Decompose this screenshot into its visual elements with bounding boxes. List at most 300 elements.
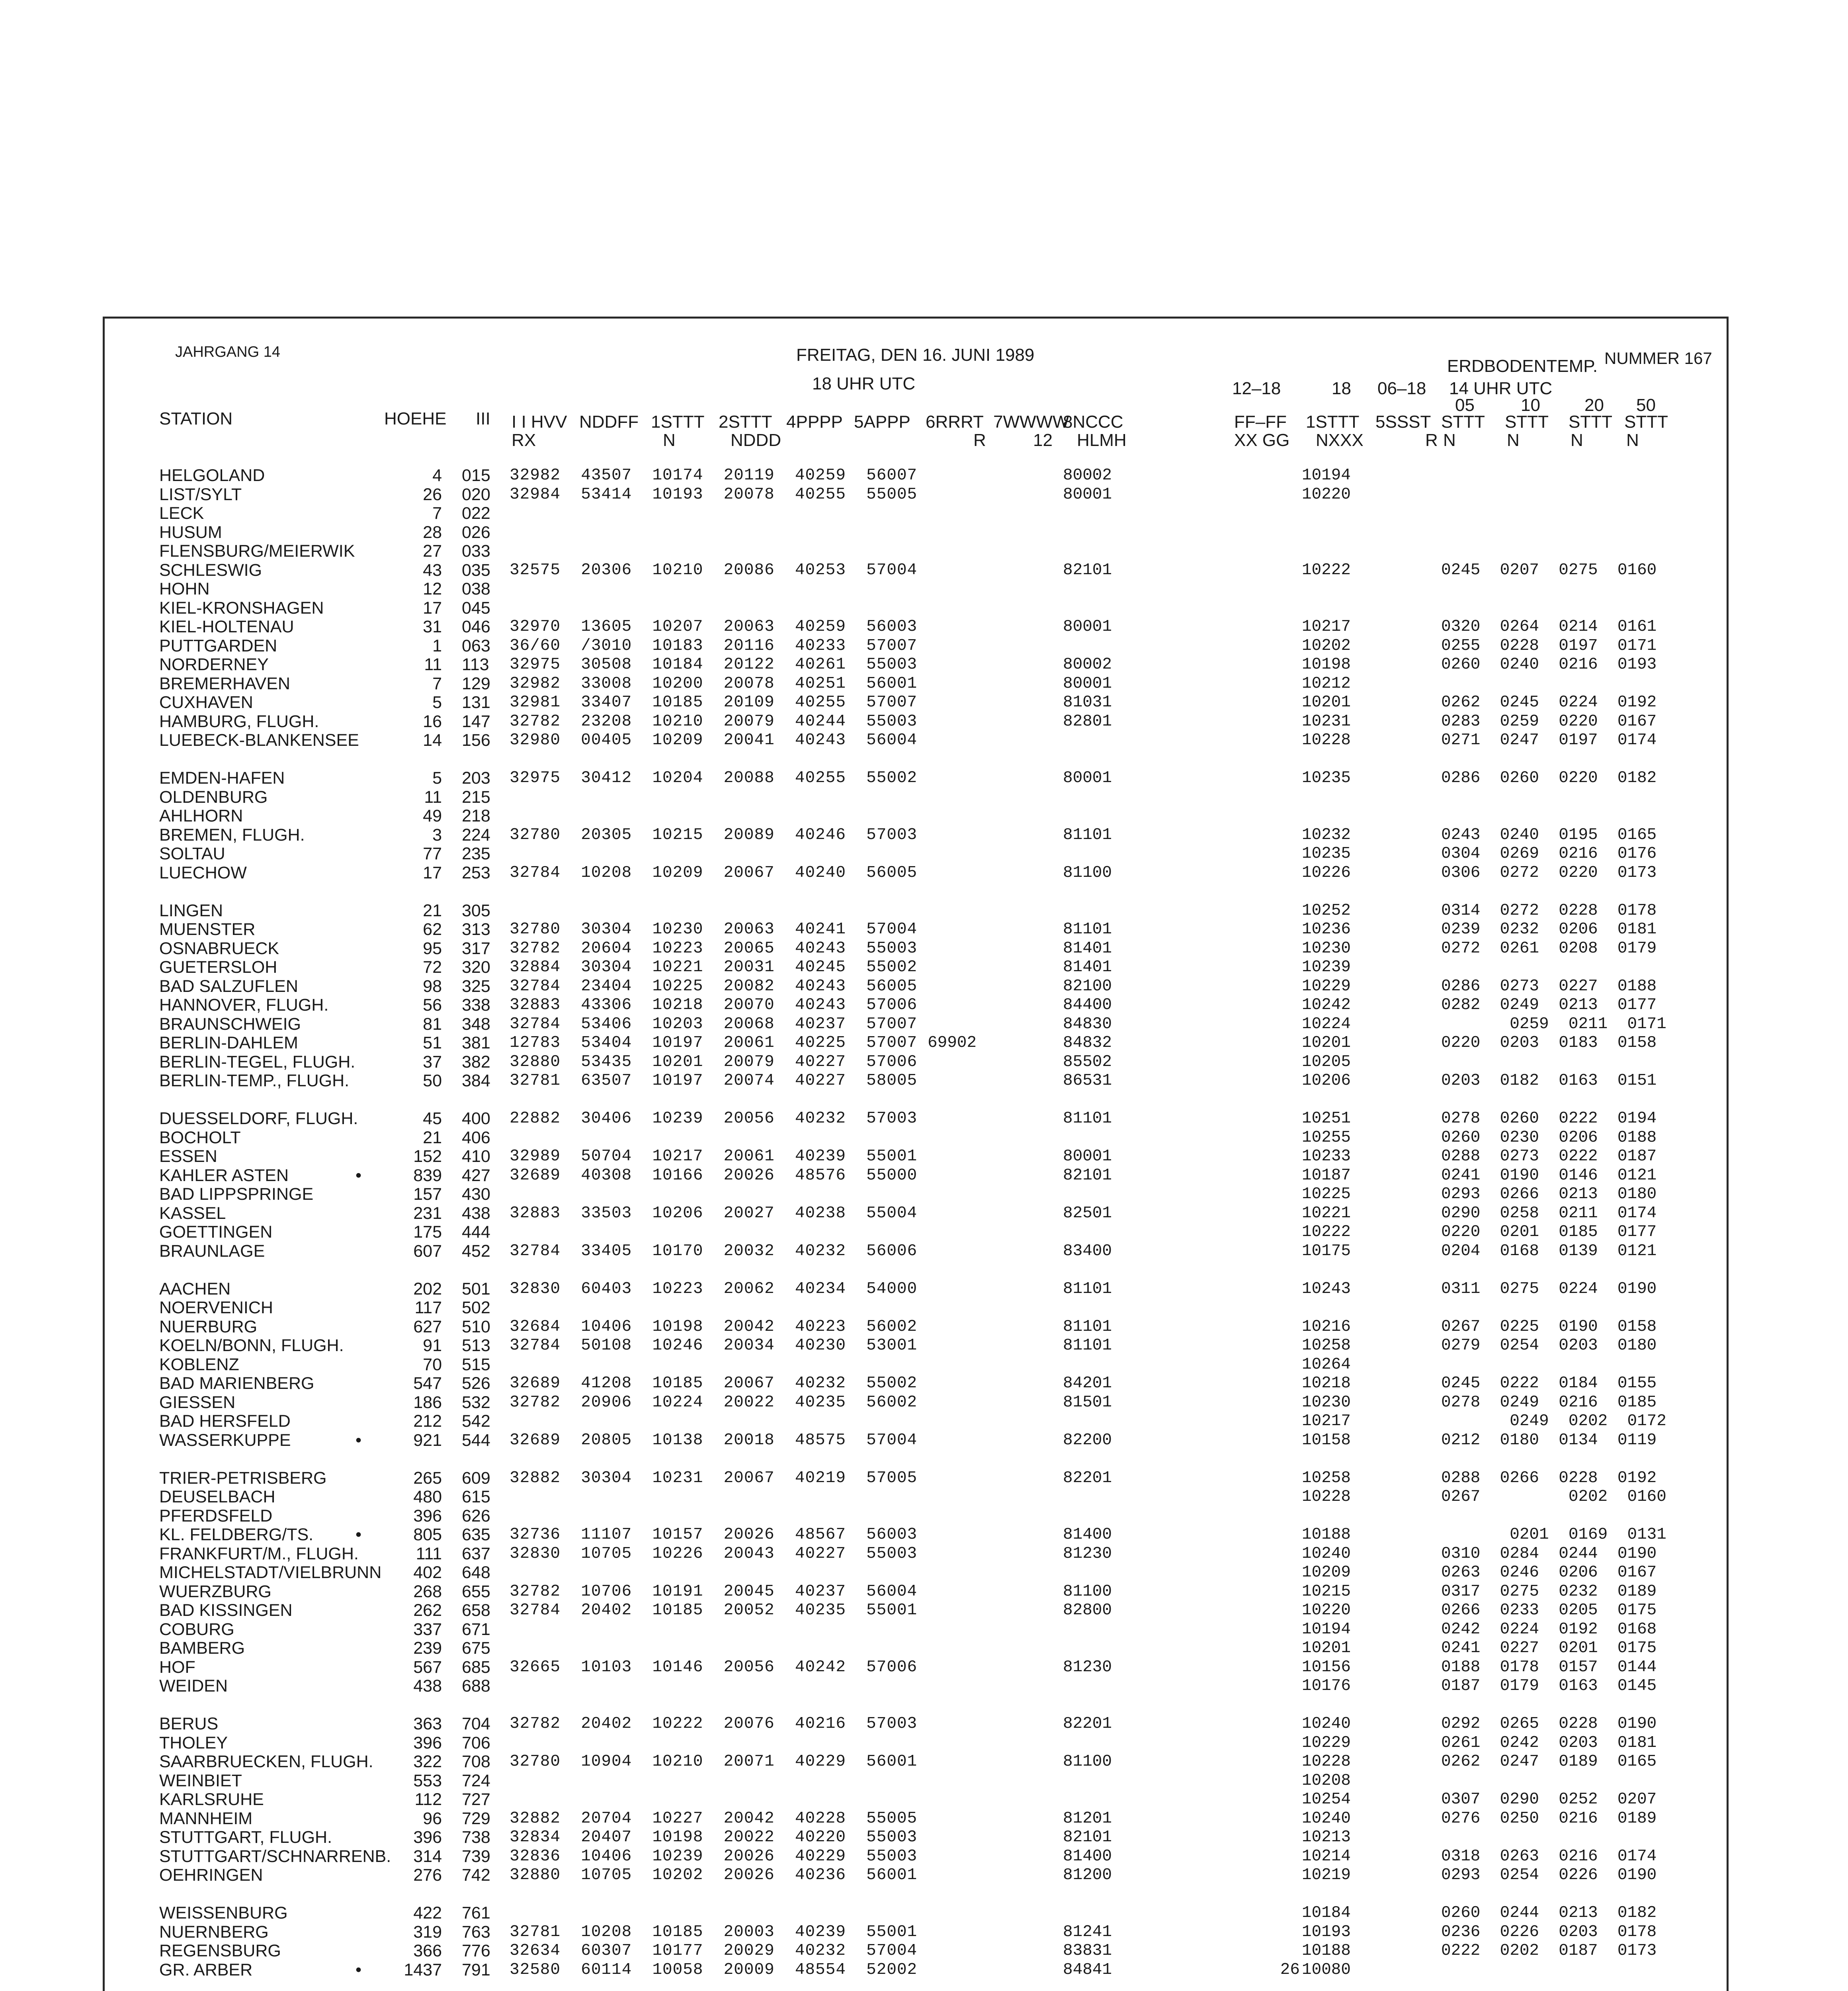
- cell-hoehe: 212: [413, 1412, 442, 1431]
- cell-syn: 22882 30406 10239 20056 40232 57003: [510, 1109, 918, 1128]
- cell-t18: 10201: [1302, 1639, 1351, 1657]
- cell-iii: 761: [462, 1903, 490, 1923]
- cell-n8: 81101: [1063, 1109, 1112, 1128]
- cell-hoehe: 607: [413, 1241, 442, 1261]
- cell-t18: 10222: [1302, 561, 1351, 579]
- cell-iii: 791: [462, 1960, 490, 1979]
- cell-hoehe: 152: [413, 1147, 442, 1166]
- table-row: [0, 1677, 1848, 1695]
- cell-hoehe: 21: [423, 1128, 442, 1147]
- cell-n8: 81230: [1063, 1544, 1112, 1563]
- cell-name: COBURG: [159, 1619, 234, 1639]
- cell-hoehe: 839: [413, 1166, 442, 1185]
- cell-ff: 26: [1280, 1960, 1300, 1979]
- cell-hoehe: 28: [423, 522, 442, 542]
- cell-name: FRANKFURT/M., FLUGH.: [159, 1544, 359, 1563]
- cell-name: SAARBRUECKEN, FLUGH.: [159, 1752, 373, 1771]
- col-sttt-20: STTT: [1569, 412, 1612, 432]
- cell-soil: 0245 0222 0184 0155: [1441, 1374, 1657, 1393]
- cell-n8: 82100: [1063, 977, 1112, 996]
- cell-soil: 0286 0260 0220 0182: [1441, 769, 1657, 787]
- cell-iii: 427: [462, 1166, 490, 1185]
- cell-iii: 724: [462, 1771, 490, 1790]
- cell-syn: 32975 30508 10184 20122 40261 55003: [510, 655, 918, 674]
- cell-name: NUERNBERG: [159, 1922, 269, 1942]
- cell-iii: 615: [462, 1487, 490, 1506]
- cell-t18: 10224: [1302, 1015, 1351, 1033]
- cell-iii: 147: [462, 712, 490, 731]
- cell-n8: 81100: [1063, 1582, 1112, 1601]
- cell-n8: 81101: [1063, 920, 1112, 939]
- cell-t18: 10201: [1302, 1034, 1351, 1052]
- col-5ssst-sub: R: [1425, 430, 1438, 450]
- cell-soil: 0261 0242 0203 0181: [1441, 1733, 1657, 1752]
- cell-syn: 32830 10705 10226 20043 40227 55003: [510, 1544, 918, 1563]
- cell-name: KOELN/BONN, FLUGH.: [159, 1336, 344, 1355]
- cell-soil: 0282 0249 0213 0177: [1441, 996, 1657, 1014]
- cell-iii: 727: [462, 1790, 490, 1809]
- table-row: [0, 1526, 1848, 1543]
- cell-syn: 32580 60114 10058 20009 48554 52002: [510, 1960, 918, 1979]
- cell-syn: 32780 10904 10210 20071 40229 56001: [510, 1752, 918, 1771]
- cell-soil: 0263 0246 0206 0167: [1441, 1563, 1657, 1582]
- cell-t18: 10217: [1302, 618, 1351, 636]
- cell-iii: 348: [462, 1014, 490, 1034]
- cell-iii: 444: [462, 1222, 490, 1242]
- cell-iii: 381: [462, 1033, 490, 1052]
- table-row: [0, 1659, 1848, 1676]
- cell-n8: 82800: [1063, 1601, 1112, 1619]
- table-row: [0, 902, 1848, 919]
- cell-t18: 10188: [1302, 1526, 1351, 1544]
- table-row: [0, 505, 1848, 522]
- cell-name: BERUS: [159, 1714, 219, 1733]
- cell-iii: 382: [462, 1052, 490, 1072]
- cell-hoehe: 91: [423, 1336, 442, 1355]
- cell-hoehe: 157: [413, 1185, 442, 1204]
- cell-name: BAD SALZUFLEN: [159, 976, 298, 996]
- cell-name: HELGOLAND: [159, 466, 265, 485]
- cell-iii: 015: [462, 466, 490, 485]
- cell-t18: 10225: [1302, 1185, 1351, 1203]
- cell-iii: 156: [462, 731, 490, 750]
- table-row: [0, 940, 1848, 957]
- cell-soil: 0267 0202 0160: [1441, 1488, 1666, 1506]
- table-row: [0, 845, 1848, 863]
- cell-syn: 32975 30412 10204 20088 40255 55002: [510, 769, 918, 787]
- cell-iii: 648: [462, 1563, 490, 1582]
- cell-star: •: [356, 1166, 362, 1185]
- cell-syn: 32781 63507 10197 20074 40227 58005: [510, 1072, 918, 1090]
- table-row: [0, 1564, 1848, 1581]
- cell-hoehe: 50: [423, 1071, 442, 1090]
- cell-hoehe: 77: [423, 844, 442, 863]
- table-row: [0, 1318, 1848, 1336]
- cell-t18: 10240: [1302, 1809, 1351, 1828]
- cell-n8: 82801: [1063, 712, 1112, 731]
- cell-name: BAD KISSINGEN: [159, 1601, 293, 1620]
- cell-iii: 501: [462, 1279, 490, 1299]
- cell-syn: 32980 00405 10209 20041 40243 56004: [510, 731, 918, 749]
- cell-iii: 046: [462, 617, 490, 636]
- cell-iii: 438: [462, 1203, 490, 1223]
- cell-iii: 502: [462, 1298, 490, 1317]
- table-row: [0, 1412, 1848, 1430]
- cell-n8: 82101: [1063, 561, 1112, 579]
- cell-t18: 10156: [1302, 1658, 1351, 1676]
- cell-hoehe: 314: [413, 1846, 442, 1866]
- cell-t18: 10226: [1302, 863, 1351, 882]
- cell-soil: 0293 0254 0226 0190: [1441, 1866, 1657, 1884]
- cell-n8: 81230: [1063, 1658, 1112, 1676]
- cell-name: KOBLENZ: [159, 1355, 239, 1374]
- cell-syn: 32882 30304 10231 20067 40219 57005: [510, 1469, 918, 1487]
- cell-syn: 32689 40308 10166 20026 48576 55000: [510, 1166, 918, 1185]
- cell-hoehe: 111: [416, 1544, 442, 1563]
- cell-iii: 045: [462, 598, 490, 618]
- table-row: [0, 580, 1848, 598]
- table-row: [0, 1810, 1848, 1827]
- cell-n8: 81201: [1063, 1809, 1112, 1828]
- cell-hoehe: 17: [423, 598, 442, 618]
- cell-t18: 10209: [1302, 1563, 1351, 1582]
- table-row: [0, 1507, 1848, 1525]
- cell-iii: 113: [462, 655, 489, 674]
- cell-hoehe: 95: [423, 939, 442, 958]
- cell-t18: 10235: [1302, 845, 1351, 863]
- cell-name: HAMBURG, FLUGH.: [159, 712, 319, 731]
- table-row: [0, 1583, 1848, 1600]
- cell-name: GR. ARBER: [159, 1960, 253, 1979]
- cell-name: BREMEN, FLUGH.: [159, 825, 305, 845]
- table-row: [0, 1205, 1848, 1222]
- cell-syn: 32784 33405 10170 20032 40232 56006: [510, 1242, 918, 1260]
- table-row: [0, 656, 1848, 673]
- table-row: [0, 713, 1848, 730]
- cell-hoehe: 31: [423, 617, 442, 636]
- cell-soil: 0241 0227 0201 0175: [1441, 1639, 1657, 1657]
- cell-t18: 10202: [1302, 636, 1351, 655]
- cell-n8: 80001: [1063, 674, 1112, 693]
- cell-soil: 0290 0258 0211 0174: [1441, 1204, 1657, 1222]
- cell-t18: 10255: [1302, 1128, 1351, 1147]
- table-row: [0, 731, 1848, 749]
- table-row: [0, 1034, 1848, 1052]
- depth-50: 50: [1636, 395, 1656, 415]
- cell-t18: 10158: [1302, 1431, 1351, 1449]
- cell-hoehe: 805: [413, 1525, 442, 1544]
- cell-n8: 81101: [1063, 825, 1112, 844]
- col-2sttt: 2STTT: [719, 412, 772, 432]
- cell-soil: 0310 0284 0244 0190: [1441, 1544, 1657, 1563]
- cell-soil: 0314 0272 0228 0178: [1441, 901, 1657, 920]
- col-n-20: N: [1571, 430, 1583, 450]
- cell-hoehe: 262: [413, 1601, 442, 1620]
- cell-t18: 10208: [1302, 1771, 1351, 1790]
- cell-hoehe: 49: [423, 806, 442, 825]
- cell-name: PUTTGARDEN: [159, 636, 277, 655]
- cell-iii: 513: [462, 1336, 490, 1355]
- cell-name: REGENSBURG: [159, 1941, 281, 1960]
- cell-hoehe: 21: [423, 901, 442, 920]
- cell-iii: 776: [462, 1941, 490, 1960]
- cell-t18: 10213: [1302, 1828, 1351, 1846]
- col-iihvv: I I HVV: [512, 412, 567, 432]
- cell-hoehe: 5: [432, 693, 442, 712]
- cell-name: ESSEN: [159, 1147, 217, 1166]
- cell-name: OSNABRUECK: [159, 939, 279, 958]
- cell-hoehe: 56: [423, 996, 442, 1015]
- cell-hoehe: 319: [413, 1922, 442, 1942]
- cell-hoehe: 11: [424, 655, 442, 674]
- cell-t18: 10252: [1302, 901, 1351, 920]
- cell-soil: 0239 0232 0206 0181: [1441, 920, 1657, 939]
- cell-syn: 32689 20805 10138 20018 48575 57004: [510, 1431, 918, 1449]
- col-1sttt-18-sub: NXXX: [1316, 430, 1364, 450]
- table-row: [0, 1772, 1848, 1790]
- cell-iii: 410: [462, 1147, 490, 1166]
- cell-soil: 0271 0247 0197 0174: [1441, 731, 1657, 749]
- table-row: [0, 599, 1848, 617]
- cell-t18: 10228: [1302, 1752, 1351, 1771]
- cell-name: LIST/SYLT: [159, 485, 242, 504]
- cell-iii: 544: [462, 1430, 490, 1450]
- cell-t18: 10240: [1302, 1715, 1351, 1733]
- cell-n8: 82101: [1063, 1166, 1112, 1185]
- cell-iii: 637: [462, 1544, 490, 1563]
- table-row: [0, 486, 1848, 503]
- cell-syn: 32982 43507 10174 20119 40259 56007: [510, 466, 918, 485]
- table-row: [0, 1791, 1848, 1808]
- cell-hoehe: 322: [413, 1752, 442, 1771]
- cell-n8: 81031: [1063, 693, 1112, 712]
- cell-name: STUTTGART/SCHNARRENB.: [159, 1846, 391, 1866]
- col-1sttt-sub: N: [663, 430, 676, 450]
- cell-iii: 038: [462, 579, 490, 598]
- cell-name: MANNHEIM: [159, 1809, 253, 1828]
- cell-iii: 739: [462, 1846, 490, 1866]
- table-row: [0, 1639, 1848, 1657]
- cell-syn: 32782 20402 10222 20076 40216 57003: [510, 1715, 918, 1733]
- cell-iii: 515: [462, 1355, 490, 1374]
- cell-hoehe: 239: [413, 1639, 442, 1658]
- cell-syn: 32782 10706 10191 20045 40237 56004: [510, 1582, 918, 1601]
- cell-syn: 32784 50108 10246 20034 40230 53001: [510, 1336, 918, 1355]
- cell-soil: 0307 0290 0252 0207: [1441, 1790, 1657, 1809]
- cell-soil: 0260 0240 0216 0193: [1441, 655, 1657, 674]
- cell-n8: 81241: [1063, 1923, 1112, 1941]
- cell-soil: 0201 0169 0131: [1441, 1526, 1666, 1544]
- cell-t18: 10230: [1302, 939, 1351, 958]
- soil-temp-title: ERDBODENTEMP.: [1447, 356, 1598, 376]
- cell-t18: 10201: [1302, 693, 1351, 712]
- cell-iii: 704: [462, 1714, 490, 1733]
- cell-n8: 83400: [1063, 1242, 1112, 1260]
- cell-n8: 84841: [1063, 1960, 1112, 1979]
- cell-t18: 10221: [1302, 1204, 1351, 1222]
- cell-hoehe: 268: [413, 1582, 442, 1601]
- cell-syn: 32684 10406 10198 20042 40223 56002: [510, 1317, 918, 1336]
- cell-iii: 738: [462, 1828, 490, 1847]
- cell-t18: 10219: [1302, 1866, 1351, 1884]
- depth-10: 10: [1521, 395, 1540, 415]
- cell-syn: 32836 10406 10239 20026 40229 55003: [510, 1847, 918, 1866]
- cell-n8: 82101: [1063, 1828, 1112, 1846]
- cell-iii: 203: [462, 769, 490, 788]
- cell-name: DEUSELBACH: [159, 1487, 275, 1506]
- cell-iii: 313: [462, 920, 490, 939]
- col-7wwww: 7WWWW: [993, 412, 1069, 432]
- col-sttt-50: STTT: [1624, 412, 1668, 432]
- cell-syn: 32784 53406 10203 20068 40237 57007: [510, 1015, 918, 1033]
- col-ffff: FF–FF: [1234, 412, 1287, 432]
- cell-name: LECK: [159, 504, 204, 523]
- cell-n8: 81101: [1063, 1336, 1112, 1355]
- cell-iii: 384: [462, 1071, 490, 1090]
- cell-iii: 320: [462, 958, 490, 977]
- cell-t18: 10194: [1302, 1620, 1351, 1639]
- cell-iii: 655: [462, 1582, 490, 1601]
- cell-iii: 452: [462, 1241, 490, 1261]
- col-1sttt-18: 1STTT: [1306, 412, 1360, 432]
- cell-soil: 0212 0180 0134 0119: [1441, 1431, 1657, 1449]
- cell-hoehe: 422: [413, 1903, 442, 1923]
- table-row: [0, 1432, 1848, 1449]
- cell-t18: 10230: [1302, 1393, 1351, 1412]
- cell-name: BREMERHAVEN: [159, 674, 290, 693]
- col-1sttt: 1STTT: [651, 412, 705, 432]
- cell-soil: 0267 0225 0190 0158: [1441, 1317, 1657, 1336]
- cell-t18: 10217: [1302, 1412, 1351, 1430]
- col-sttt-05: STTT: [1441, 412, 1485, 432]
- cell-t18: 10176: [1302, 1677, 1351, 1695]
- cell-soil: 0236 0226 0203 0178: [1441, 1923, 1657, 1941]
- cell-name: LUECHOW: [159, 863, 247, 882]
- cell-n8: 80001: [1063, 618, 1112, 636]
- cell-name: HANNOVER, FLUGH.: [159, 996, 329, 1015]
- table-row: [0, 826, 1848, 844]
- cell-n8: 84832: [1063, 1034, 1112, 1052]
- cell-soil: 0317 0275 0232 0189: [1441, 1582, 1657, 1601]
- cell-n8: 82201: [1063, 1715, 1112, 1733]
- cell-syn: 32981 33407 10185 20109 40255 57007: [510, 693, 918, 712]
- cell-soil: 0288 0273 0222 0187: [1441, 1147, 1657, 1166]
- table-row: [0, 1110, 1848, 1127]
- cell-name: BRAUNSCHWEIG: [159, 1014, 301, 1034]
- cell-name: DUESSELDORF, FLUGH.: [159, 1109, 358, 1128]
- cell-soil: 0262 0247 0189 0165: [1441, 1752, 1657, 1771]
- cell-hoehe: 112: [414, 1790, 442, 1809]
- cell-name: NUERBURG: [159, 1317, 258, 1336]
- time-14-utc: 14 UHR UTC: [1449, 379, 1553, 398]
- cell-hoehe: 265: [413, 1468, 442, 1488]
- cell-t18: 10193: [1302, 1923, 1351, 1941]
- table-row: [0, 1356, 1848, 1373]
- cell-name: BAD HERSFELD: [159, 1412, 291, 1431]
- col-n-10: N: [1507, 430, 1520, 450]
- cell-soil: 0260 0230 0206 0188: [1441, 1128, 1657, 1147]
- cell-iii: 406: [462, 1128, 490, 1147]
- cell-hoehe: 26: [423, 485, 442, 504]
- cell-hoehe: 98: [423, 976, 442, 996]
- cell-name: AACHEN: [159, 1279, 231, 1299]
- cell-name: GOETTINGEN: [159, 1222, 273, 1242]
- cell-hoehe: 70: [423, 1355, 442, 1374]
- table-row: [0, 694, 1848, 711]
- table-row: [0, 1602, 1848, 1619]
- cell-name: SCHLESWIG: [159, 560, 262, 580]
- cell-iii: 658: [462, 1601, 490, 1620]
- table-row: [0, 675, 1848, 692]
- cell-hoehe: 51: [423, 1033, 442, 1052]
- cell-iii: 022: [462, 504, 490, 523]
- cell-iii: 671: [462, 1619, 490, 1639]
- cell-n8: 85502: [1063, 1052, 1112, 1071]
- cell-hoehe: 5: [432, 769, 442, 788]
- cell-hoehe: 627: [413, 1317, 442, 1336]
- cell-t18: 10175: [1302, 1242, 1351, 1260]
- cell-soil: 0242 0224 0192 0168: [1441, 1620, 1657, 1639]
- cell-soil: 0278 0260 0222 0194: [1441, 1109, 1657, 1128]
- cell-iii: 317: [462, 939, 490, 958]
- cell-hoehe: 438: [413, 1676, 442, 1696]
- cell-name: HUSUM: [159, 522, 222, 542]
- cell-soil: 0204 0168 0139 0121: [1441, 1242, 1657, 1260]
- cell-name: OEHRINGEN: [159, 1866, 263, 1885]
- cell-iii: 020: [462, 485, 490, 504]
- depth-20: 20: [1584, 395, 1604, 415]
- cell-syn: 32883 43306 10218 20070 40243 57006: [510, 996, 918, 1014]
- cell-soil: 0279 0254 0203 0180: [1441, 1336, 1657, 1355]
- table-row: [0, 1053, 1848, 1071]
- table-row: [0, 958, 1848, 976]
- cell-t18: 10235: [1302, 769, 1351, 787]
- cell-name: MUENSTER: [159, 920, 256, 939]
- cell-syn: 32880 10705 10202 20026 40236 56001: [510, 1866, 918, 1884]
- cell-syn: 32970 13605 10207 20063 40259 56003: [510, 618, 918, 636]
- cell-iii: 253: [462, 863, 490, 882]
- table-row: [0, 524, 1848, 541]
- cell-iii: 685: [462, 1657, 490, 1677]
- cell-soil: 0320 0264 0214 0161: [1441, 618, 1657, 636]
- hour-18: 18: [1332, 379, 1351, 398]
- cell-t18: 10218: [1302, 1374, 1351, 1393]
- cell-t18: 10232: [1302, 825, 1351, 844]
- cell-name: BRAUNLAGE: [159, 1241, 265, 1261]
- cell-syn: 32883 33503 10206 20027 40238 55004: [510, 1204, 918, 1222]
- cell-t18: 10242: [1302, 996, 1351, 1014]
- cell-name: NORDERNEY: [159, 655, 269, 674]
- cell-star: •: [356, 1525, 362, 1544]
- table-row: [0, 1469, 1848, 1487]
- cell-t18: 10233: [1302, 1147, 1351, 1166]
- cell-t18: 10240: [1302, 1544, 1351, 1563]
- col-hoehe: HOEHE: [384, 409, 447, 428]
- cell-name: STUTTGART, FLUGH.: [159, 1828, 332, 1847]
- cell-soil: 0266 0233 0205 0175: [1441, 1601, 1657, 1619]
- cell-soil: 0293 0266 0213 0180: [1441, 1185, 1657, 1203]
- cell-t18: 10236: [1302, 920, 1351, 939]
- table-row: [0, 1337, 1848, 1354]
- table-row: [0, 1923, 1848, 1941]
- cell-t18: 10220: [1302, 485, 1351, 504]
- cell-syn: 32780 30304 10230 20063 40241 57004: [510, 920, 918, 939]
- table-row: [0, 921, 1848, 938]
- cell-iii: 325: [462, 976, 490, 996]
- cell-hoehe: 7: [432, 674, 442, 693]
- cell-iii: 430: [462, 1185, 490, 1204]
- cell-hoehe: 567: [413, 1657, 442, 1677]
